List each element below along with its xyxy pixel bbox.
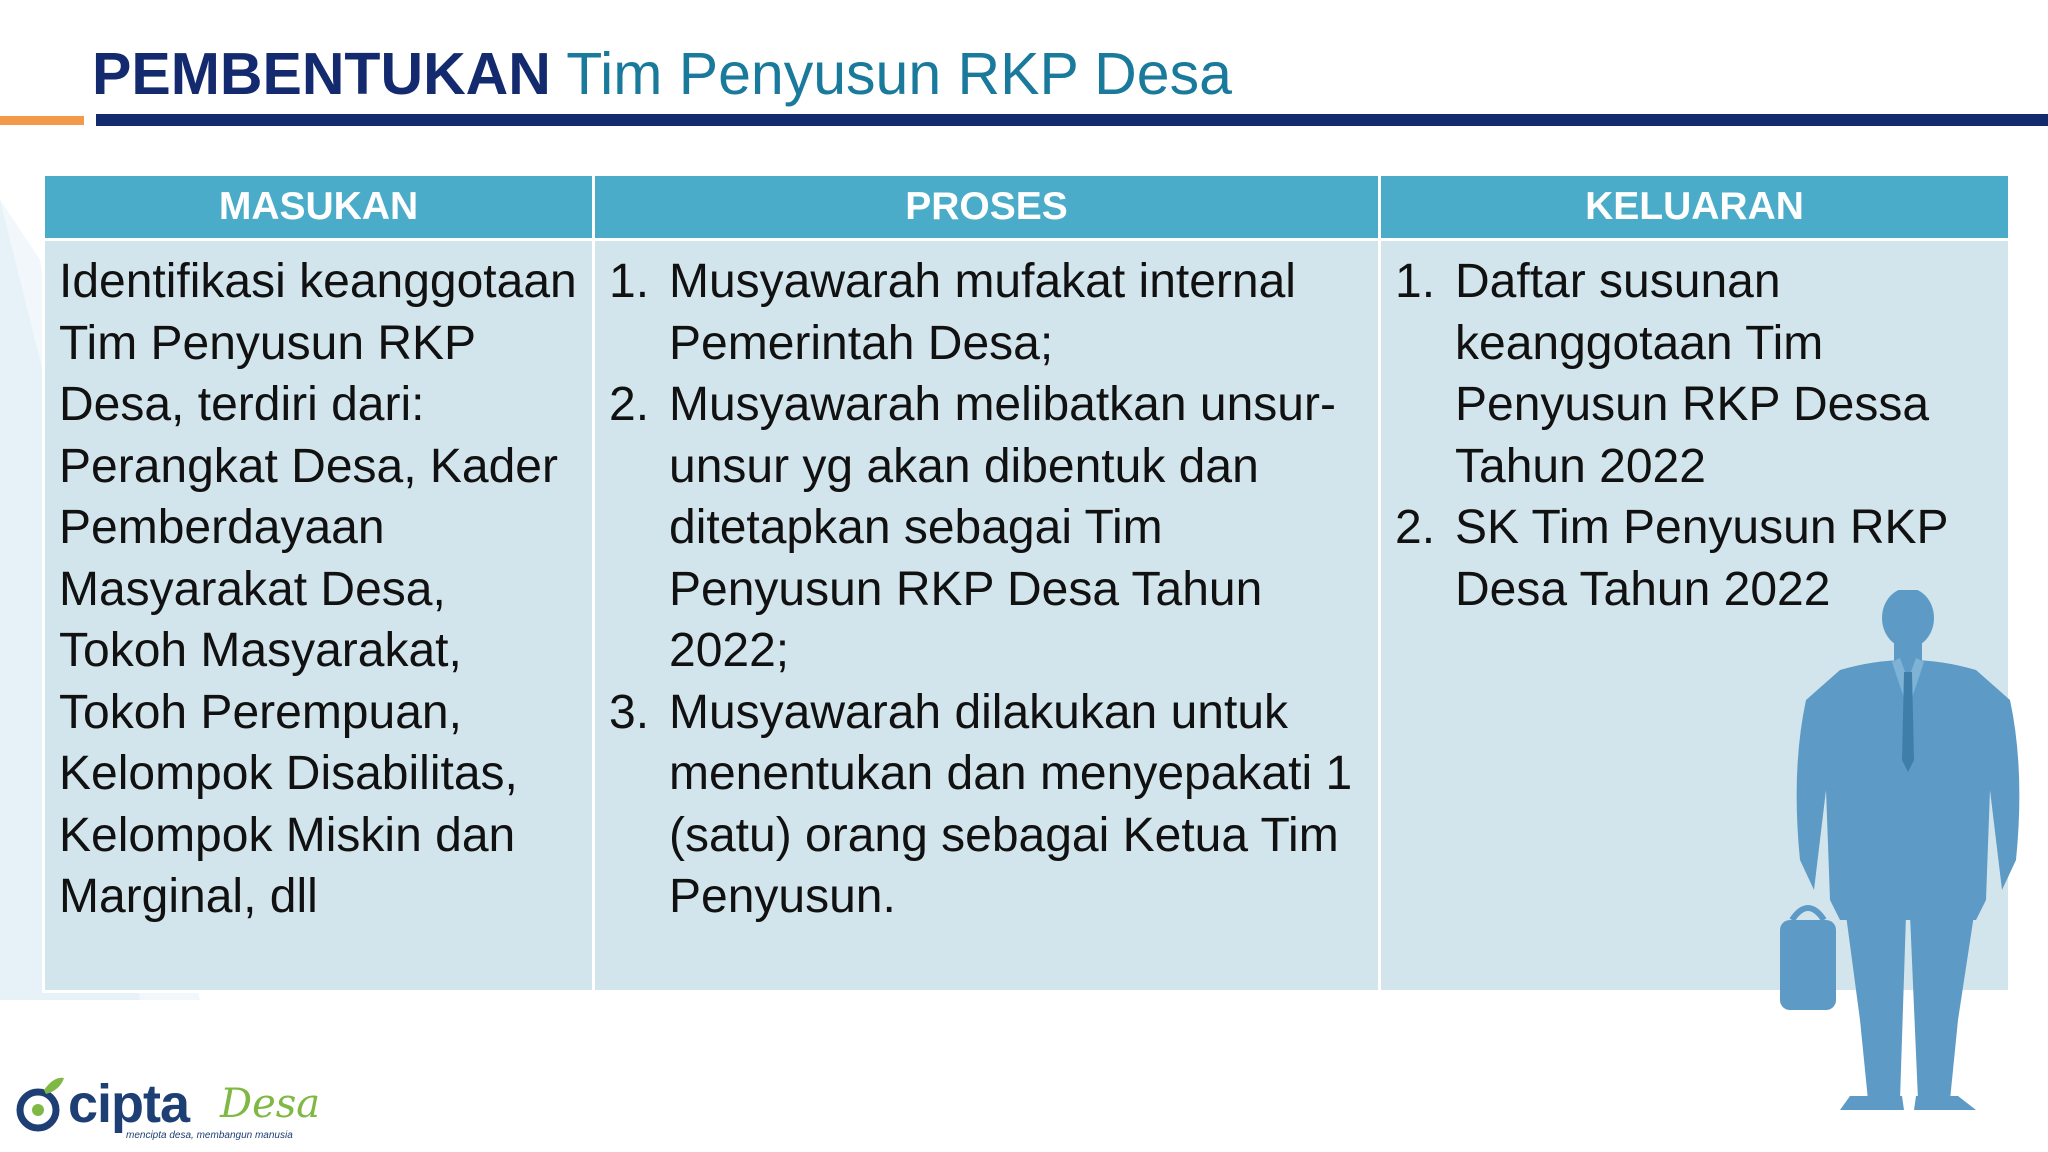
cell-proses [594, 240, 1380, 992]
list-item-text: Musyawarah mufakat internal Pemerintah Desa; [669, 255, 1296, 370]
list-item [609, 374, 1364, 682]
list-item-number: 2. [1395, 501, 1436, 554]
process-table [42, 173, 2008, 993]
list-item-text: SK Tim Penyusun RKP Desa Tahun 2022 [1455, 501, 1948, 616]
list-item-number: 2. [609, 378, 650, 431]
logo-tagline: mencipta desa, membangun manusia [126, 1130, 293, 1141]
list-item [609, 682, 1364, 928]
header-proses: PROSES [594, 175, 1380, 240]
table-header-row [44, 175, 2010, 240]
page-title-strong: PEMBENTUKAN [92, 41, 551, 107]
title-rule-navy [96, 114, 2048, 126]
masukan-text: Identifikasi keanggotaan Tim Penyusun RKP Desa, terdiri dari: Perangkat Desa, Kader Pemberdayaan Masyarakat Desa, Tokoh Masyarakat, Tokoh Perempuan, Kelompok Disabilitas, Kelompok Miskin dan Marginal, dll [59, 255, 577, 923]
list-item [609, 251, 1364, 374]
page-title-rest: Tim Penyusun RKP Desa [550, 41, 1232, 107]
table-row [44, 240, 2010, 992]
list-item-text: Musyawarah melibatkan unsur-unsur yg akan dibentuk dan ditetapkan sebagai Tim Penyusun RKP Desa Tahun 2022; [669, 378, 1336, 677]
list-item-number: 1. [609, 255, 650, 308]
cell-masukan [44, 240, 594, 992]
title-rule-orange [0, 116, 84, 125]
keluaran-list [1395, 251, 2008, 620]
list-item-number: 3. [609, 685, 650, 739]
logo-name: cipta [68, 1074, 190, 1134]
header-keluaran: KELUARAN [1380, 175, 2010, 240]
list-item-text: Daftar susunan keanggotaan Tim Penyusun RKP Dessa Tahun 2022 [1455, 255, 1930, 493]
header-masukan: MASUKAN [44, 175, 594, 240]
list-item [1395, 251, 2008, 497]
list-item-number: 1. [1395, 255, 1436, 308]
leaf-circle-icon [14, 1072, 66, 1136]
page-title [92, 38, 1232, 110]
proses-list [609, 251, 1364, 928]
cipta-desa-logo [14, 1068, 334, 1148]
logo-script: Desa [220, 1081, 321, 1127]
list-item-text: Musyawarah dilakukan untuk menentukan dan menyepakati 1 (satu) orang sebagai Ketua Tim Penyusun. [669, 685, 1353, 923]
businessman-silhouette-icon [1780, 590, 2030, 1110]
